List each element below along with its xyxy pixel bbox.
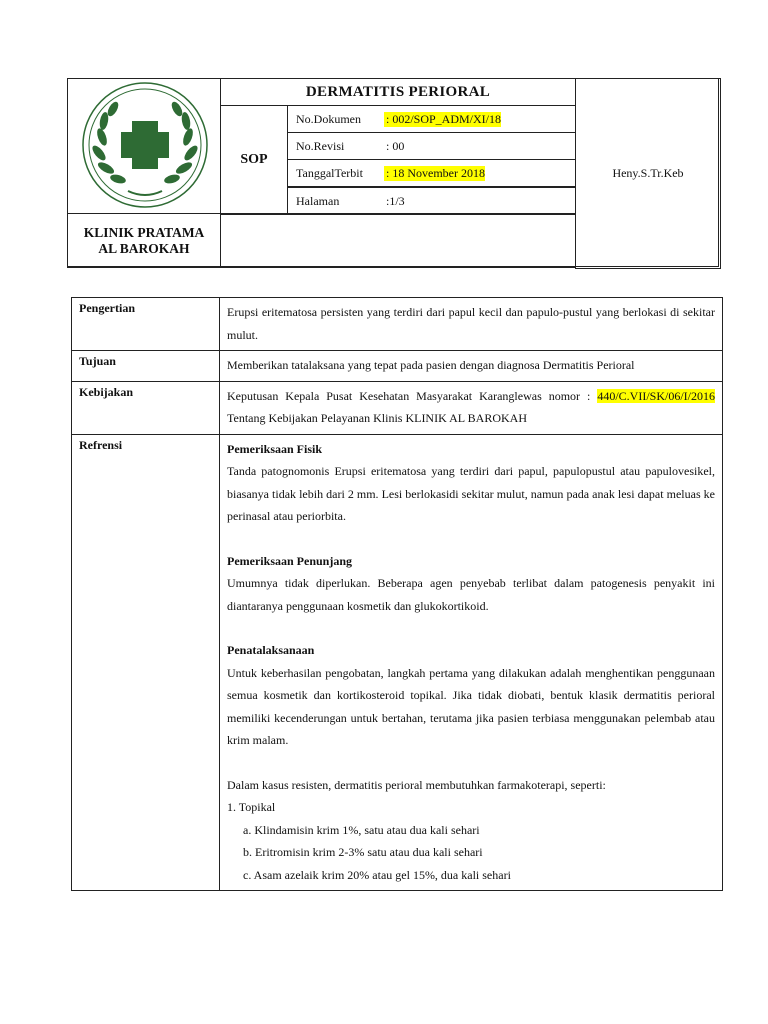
info-value: : 002/SOP_ADM/XI/18 xyxy=(386,111,502,126)
row-content xyxy=(220,435,722,891)
section-title: Pemeriksaan Fisik xyxy=(227,441,322,456)
document-header xyxy=(67,78,719,267)
row-label: Refrensi xyxy=(72,435,220,891)
section-text: Umumnya tidak diperlukan. Beberapa agen penyebab terlibat dalam patogenesis penyakit ini diantaranya penggunaan kosmetik dan glukokortikoid. xyxy=(227,576,715,613)
info-key: TanggalTerbit xyxy=(296,165,363,180)
clinic-name xyxy=(67,213,221,268)
section-text: Dalam kasus resisten, dermatitis perioral membutuhkan farmakoterapi, seperti: xyxy=(227,777,606,792)
info-row-revisi xyxy=(287,132,576,160)
row-content: Memberikan tatalaksana yang tepat pada pasien dengan diagnosa Dermatitis Perioral xyxy=(227,358,635,372)
info-row-halaman xyxy=(287,187,576,215)
logo-cell xyxy=(67,78,221,214)
info-key: No.Dokumen xyxy=(296,111,361,126)
info-row-dokumen xyxy=(287,105,576,133)
document-title: DERMATITIS PERIORAL xyxy=(220,78,576,106)
section-text: Untuk keberhasilan pengobatan, langkah pertama yang dilakukan adalah menghentikan penggunaan semua kosmetik dan kortikosteroid topikal. Jika tidak diobati, bentuk klasik dermatitis perioral memiliki kecenderungan untuk bertahan, terutama jika pasien terbiasa menggunakan pelembab atau krim malam. xyxy=(227,665,715,747)
info-value: : 00 xyxy=(386,138,405,153)
list-item: 1. Topikal xyxy=(227,800,276,814)
empty-cell xyxy=(220,213,576,268)
info-row-tanggal xyxy=(287,159,576,187)
info-value: : 18 November 2018 xyxy=(386,165,485,180)
row-label: Kebijakan xyxy=(72,382,220,434)
list-subitem: a. Klindamisin krim 1%, satu atau dua kali sehari xyxy=(243,822,480,837)
list-subitem: c. Asam azelaik krim 20% atau gel 15%, dua kali sehari xyxy=(243,867,511,882)
row-pengertian xyxy=(72,298,722,351)
row-content: Erupsi eritematosa persisten yang terdiri dari papul kecil dan papulo-pustul yang berlokasi di sekitar mulut. xyxy=(227,305,715,342)
section-title: Pemeriksaan Penunjang xyxy=(227,553,353,568)
row-tujuan xyxy=(72,351,722,382)
row-kebijakan xyxy=(72,382,722,435)
clinic-name-line1: KLINIK PRATAMA xyxy=(83,224,205,240)
info-key: Halaman xyxy=(296,193,340,208)
clinic-name-line2: AL BAROKAH xyxy=(98,240,190,256)
procedure-table xyxy=(71,297,723,891)
kebijakan-number: 440/C.VII/SK/06/I/2016 xyxy=(597,388,716,403)
info-value: :1/3 xyxy=(386,193,405,208)
kebijakan-text-a: Keputusan Kepala Pusat Kesehatan Masyarakat Karanglewas nomor : xyxy=(227,388,591,403)
kebijakan-text-b: Tentang Kebijakan Pelayanan Klinis KLINIK AL BAROKAH xyxy=(227,411,527,425)
info-key: No.Revisi xyxy=(296,138,345,153)
row-refrensi xyxy=(72,435,722,891)
section-title: Penatalaksanaan xyxy=(227,643,315,657)
row-label: Pengertian xyxy=(72,298,220,350)
green-cross-wreath-icon xyxy=(68,79,222,215)
list-subitem: b. Eritromisin krim 2-3% satu atau dua kali sehari xyxy=(243,845,483,859)
sop-label: SOP xyxy=(220,105,288,215)
section-text: Tanda patognomonis Erupsi eritematosa yang terdiri dari papul, papulopustul atau papulovesikel, biasanya tidak lebih dari 2 mm. Lesi berlokasidi sekitar mulut, namun pada anak lesi dapat meluas ke perinasal atau periorbita. xyxy=(227,464,715,523)
row-content xyxy=(220,382,722,434)
author: Heny.S.Tr.Keb xyxy=(575,78,721,269)
row-label: Tujuan xyxy=(72,351,220,381)
